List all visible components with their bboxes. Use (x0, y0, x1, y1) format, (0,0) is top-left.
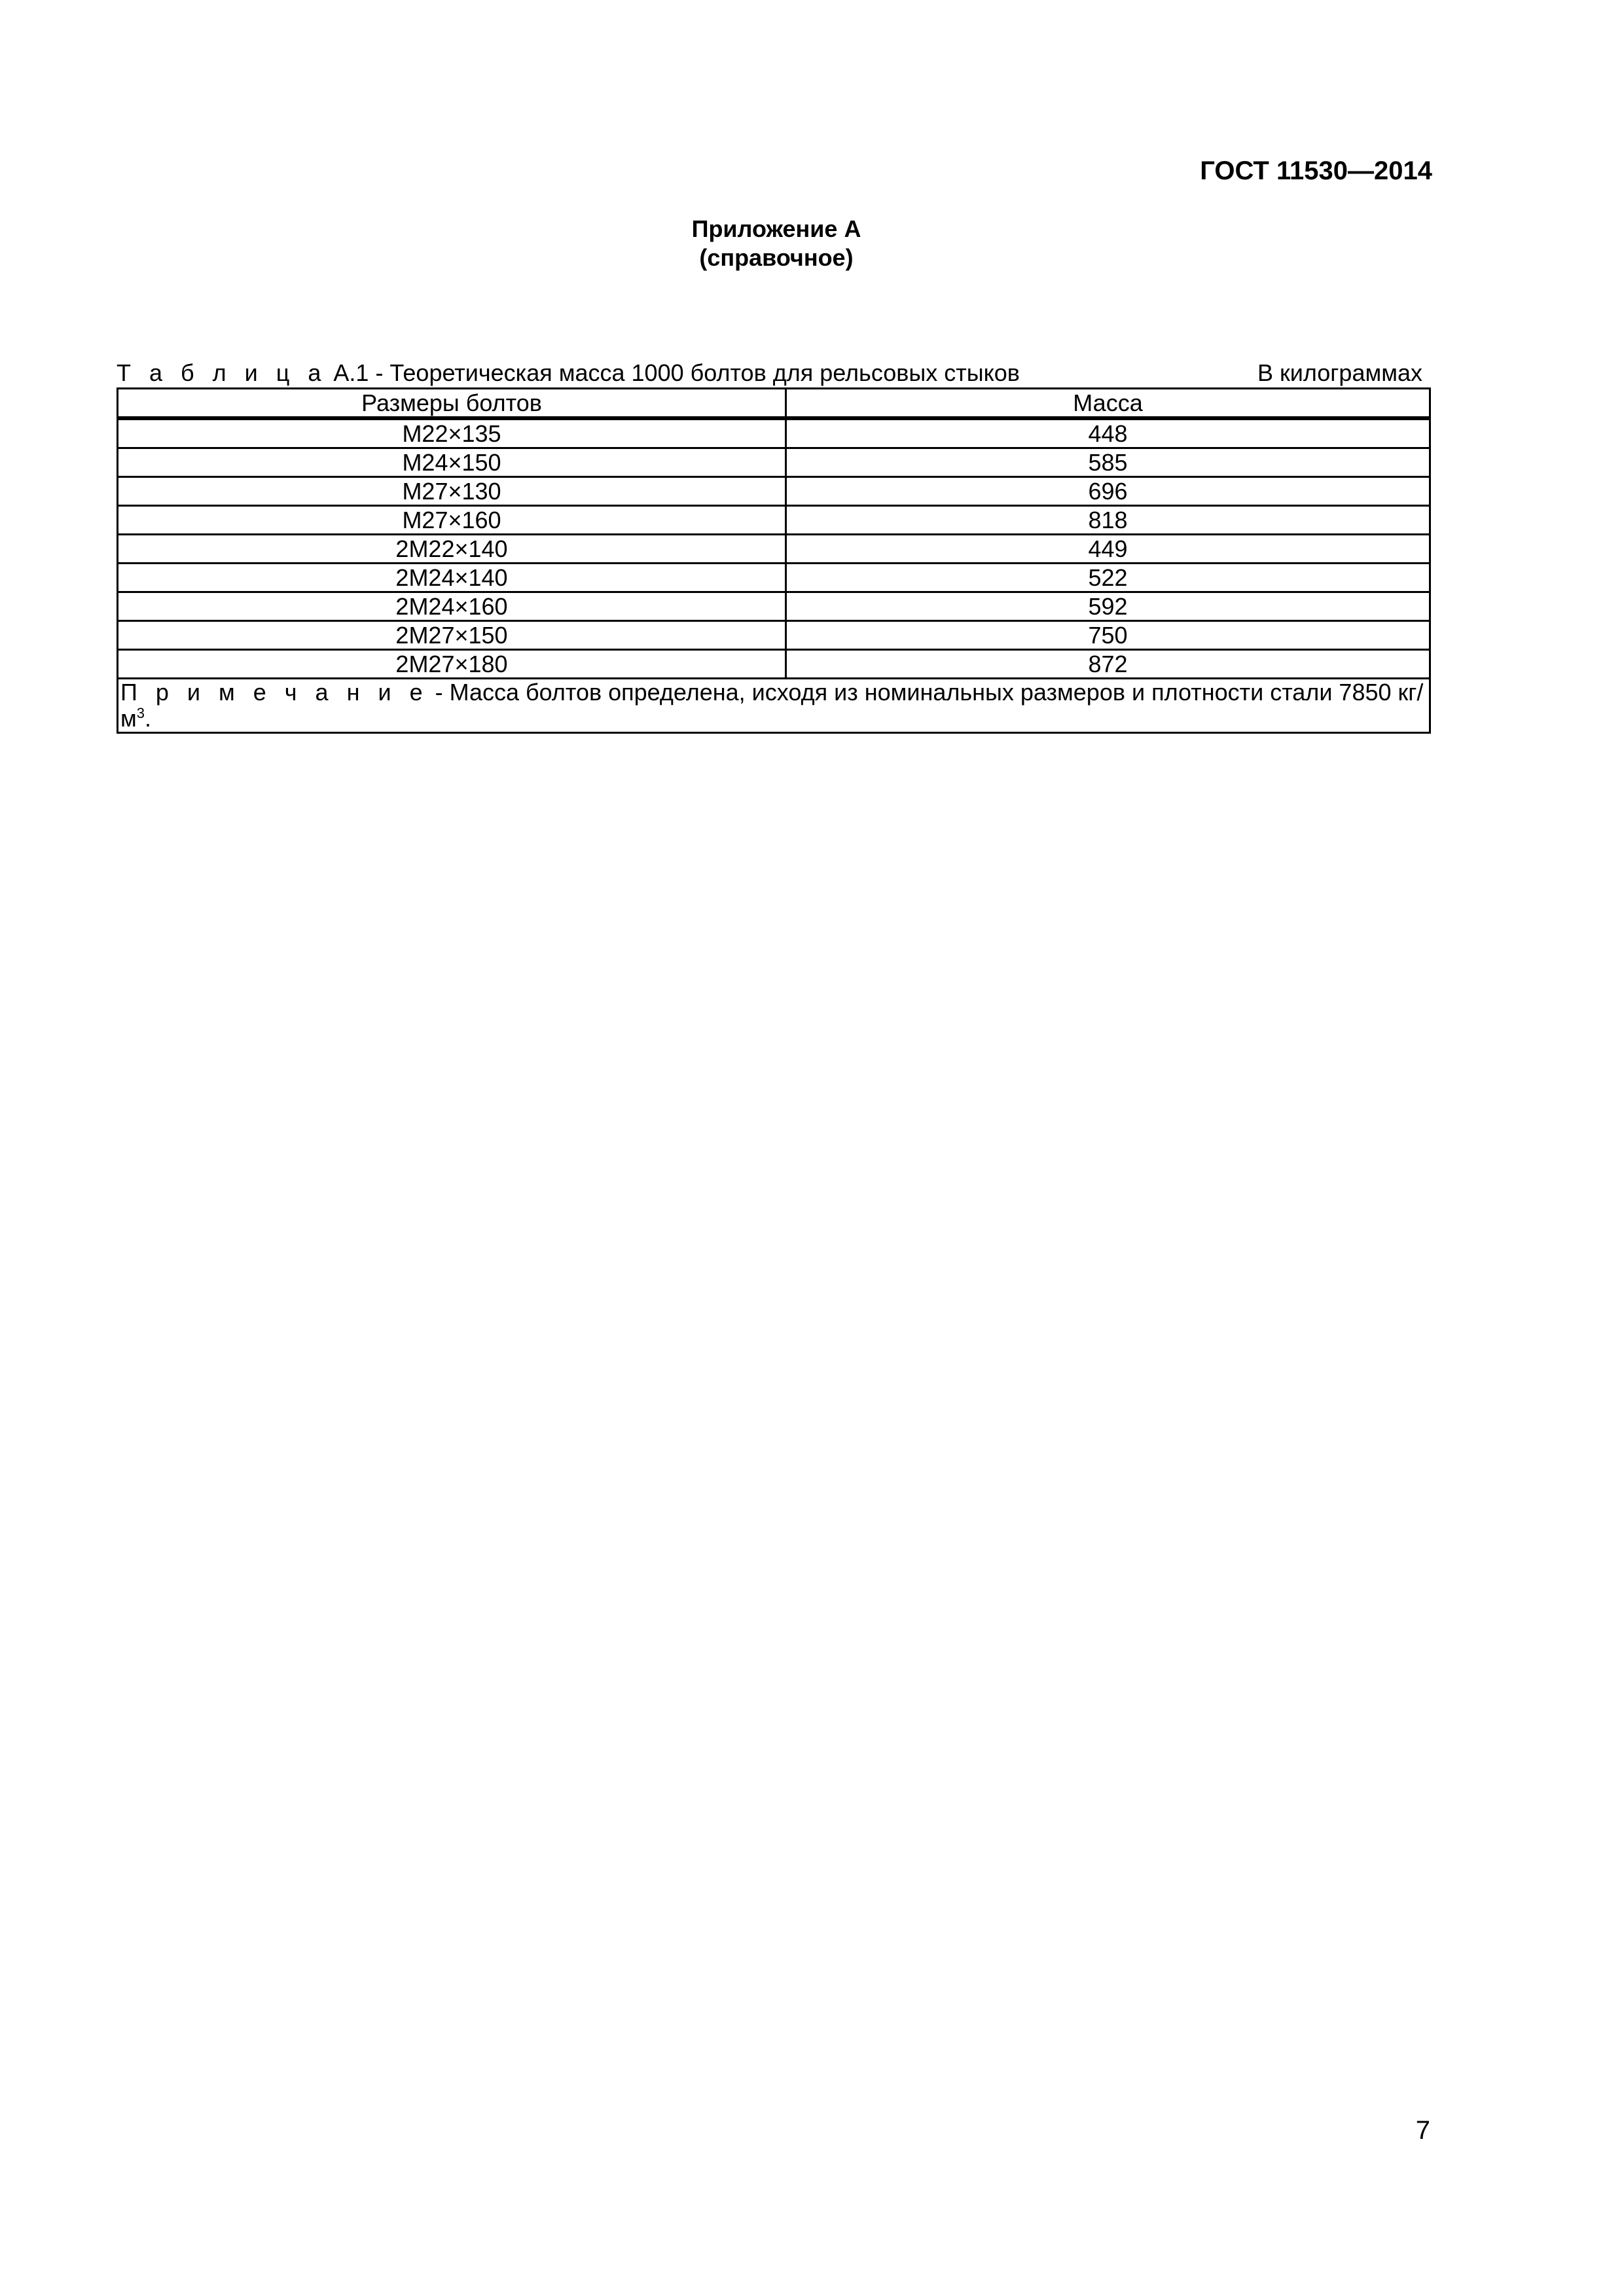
bolt-mass-cell: 750 (786, 621, 1430, 650)
bolt-mass-cell: 818 (786, 506, 1430, 535)
bolt-size-cell: 2М27×150 (118, 621, 786, 650)
bolt-mass-table (117, 387, 1431, 734)
table-row (118, 592, 1430, 621)
table-row (118, 448, 1430, 477)
table-caption-text (117, 359, 1020, 387)
table-note-row (118, 679, 1430, 733)
table-row (118, 418, 1430, 448)
table-note (118, 679, 1430, 733)
bolt-mass-cell: 696 (786, 477, 1430, 506)
table-caption-label: Т а б л и ц а (117, 359, 327, 386)
bolt-mass-cell: 448 (786, 418, 1430, 448)
bolt-size-cell: 2М22×140 (118, 535, 786, 564)
annex-title: Приложение А (691, 215, 861, 242)
bolt-mass-cell: 872 (786, 650, 1430, 679)
table-header-row (118, 389, 1430, 419)
bolt-size-cell: 2М24×140 (118, 564, 786, 592)
table-row (118, 506, 1430, 535)
standard-code: ГОСТ 11530—2014 (1200, 156, 1432, 185)
table-row (118, 564, 1430, 592)
bolt-mass-cell: 522 (786, 564, 1430, 592)
table-note-text: - Масса болтов определена, исходя из номинальных размеров и плотности стали 7850 кг/м (120, 679, 1424, 732)
column-header-size: Размеры болтов (118, 389, 786, 419)
table-note-superscript: 3 (136, 705, 145, 721)
bolt-size-cell: 2М27×180 (118, 650, 786, 679)
table-caption (117, 359, 1429, 387)
table-row (118, 650, 1430, 679)
bolt-size-cell: 2М24×160 (118, 592, 786, 621)
bolt-mass-cell: 585 (786, 448, 1430, 477)
table-caption-title: А.1 - Теоретическая масса 1000 болтов для рельсовых стыков (327, 359, 1020, 386)
table-units: В килограммах (1257, 359, 1422, 386)
bolt-size-cell: М22×135 (118, 418, 786, 448)
bolt-size-cell: М24×150 (118, 448, 786, 477)
bolt-mass-cell: 592 (786, 592, 1430, 621)
table-note-end: . (145, 705, 152, 732)
bolt-size-cell: М27×130 (118, 477, 786, 506)
table-note-label: П р и м е ч а н и е (120, 679, 429, 706)
column-header-mass: Масса (786, 389, 1430, 419)
bolt-mass-cell: 449 (786, 535, 1430, 564)
annex-heading (0, 215, 1553, 272)
page-number: 7 (1415, 2116, 1430, 2145)
table-row (118, 477, 1430, 506)
table-row (118, 621, 1430, 650)
bolt-size-cell: М27×160 (118, 506, 786, 535)
annex-subtitle: (справочное) (699, 244, 854, 271)
table-row (118, 535, 1430, 564)
